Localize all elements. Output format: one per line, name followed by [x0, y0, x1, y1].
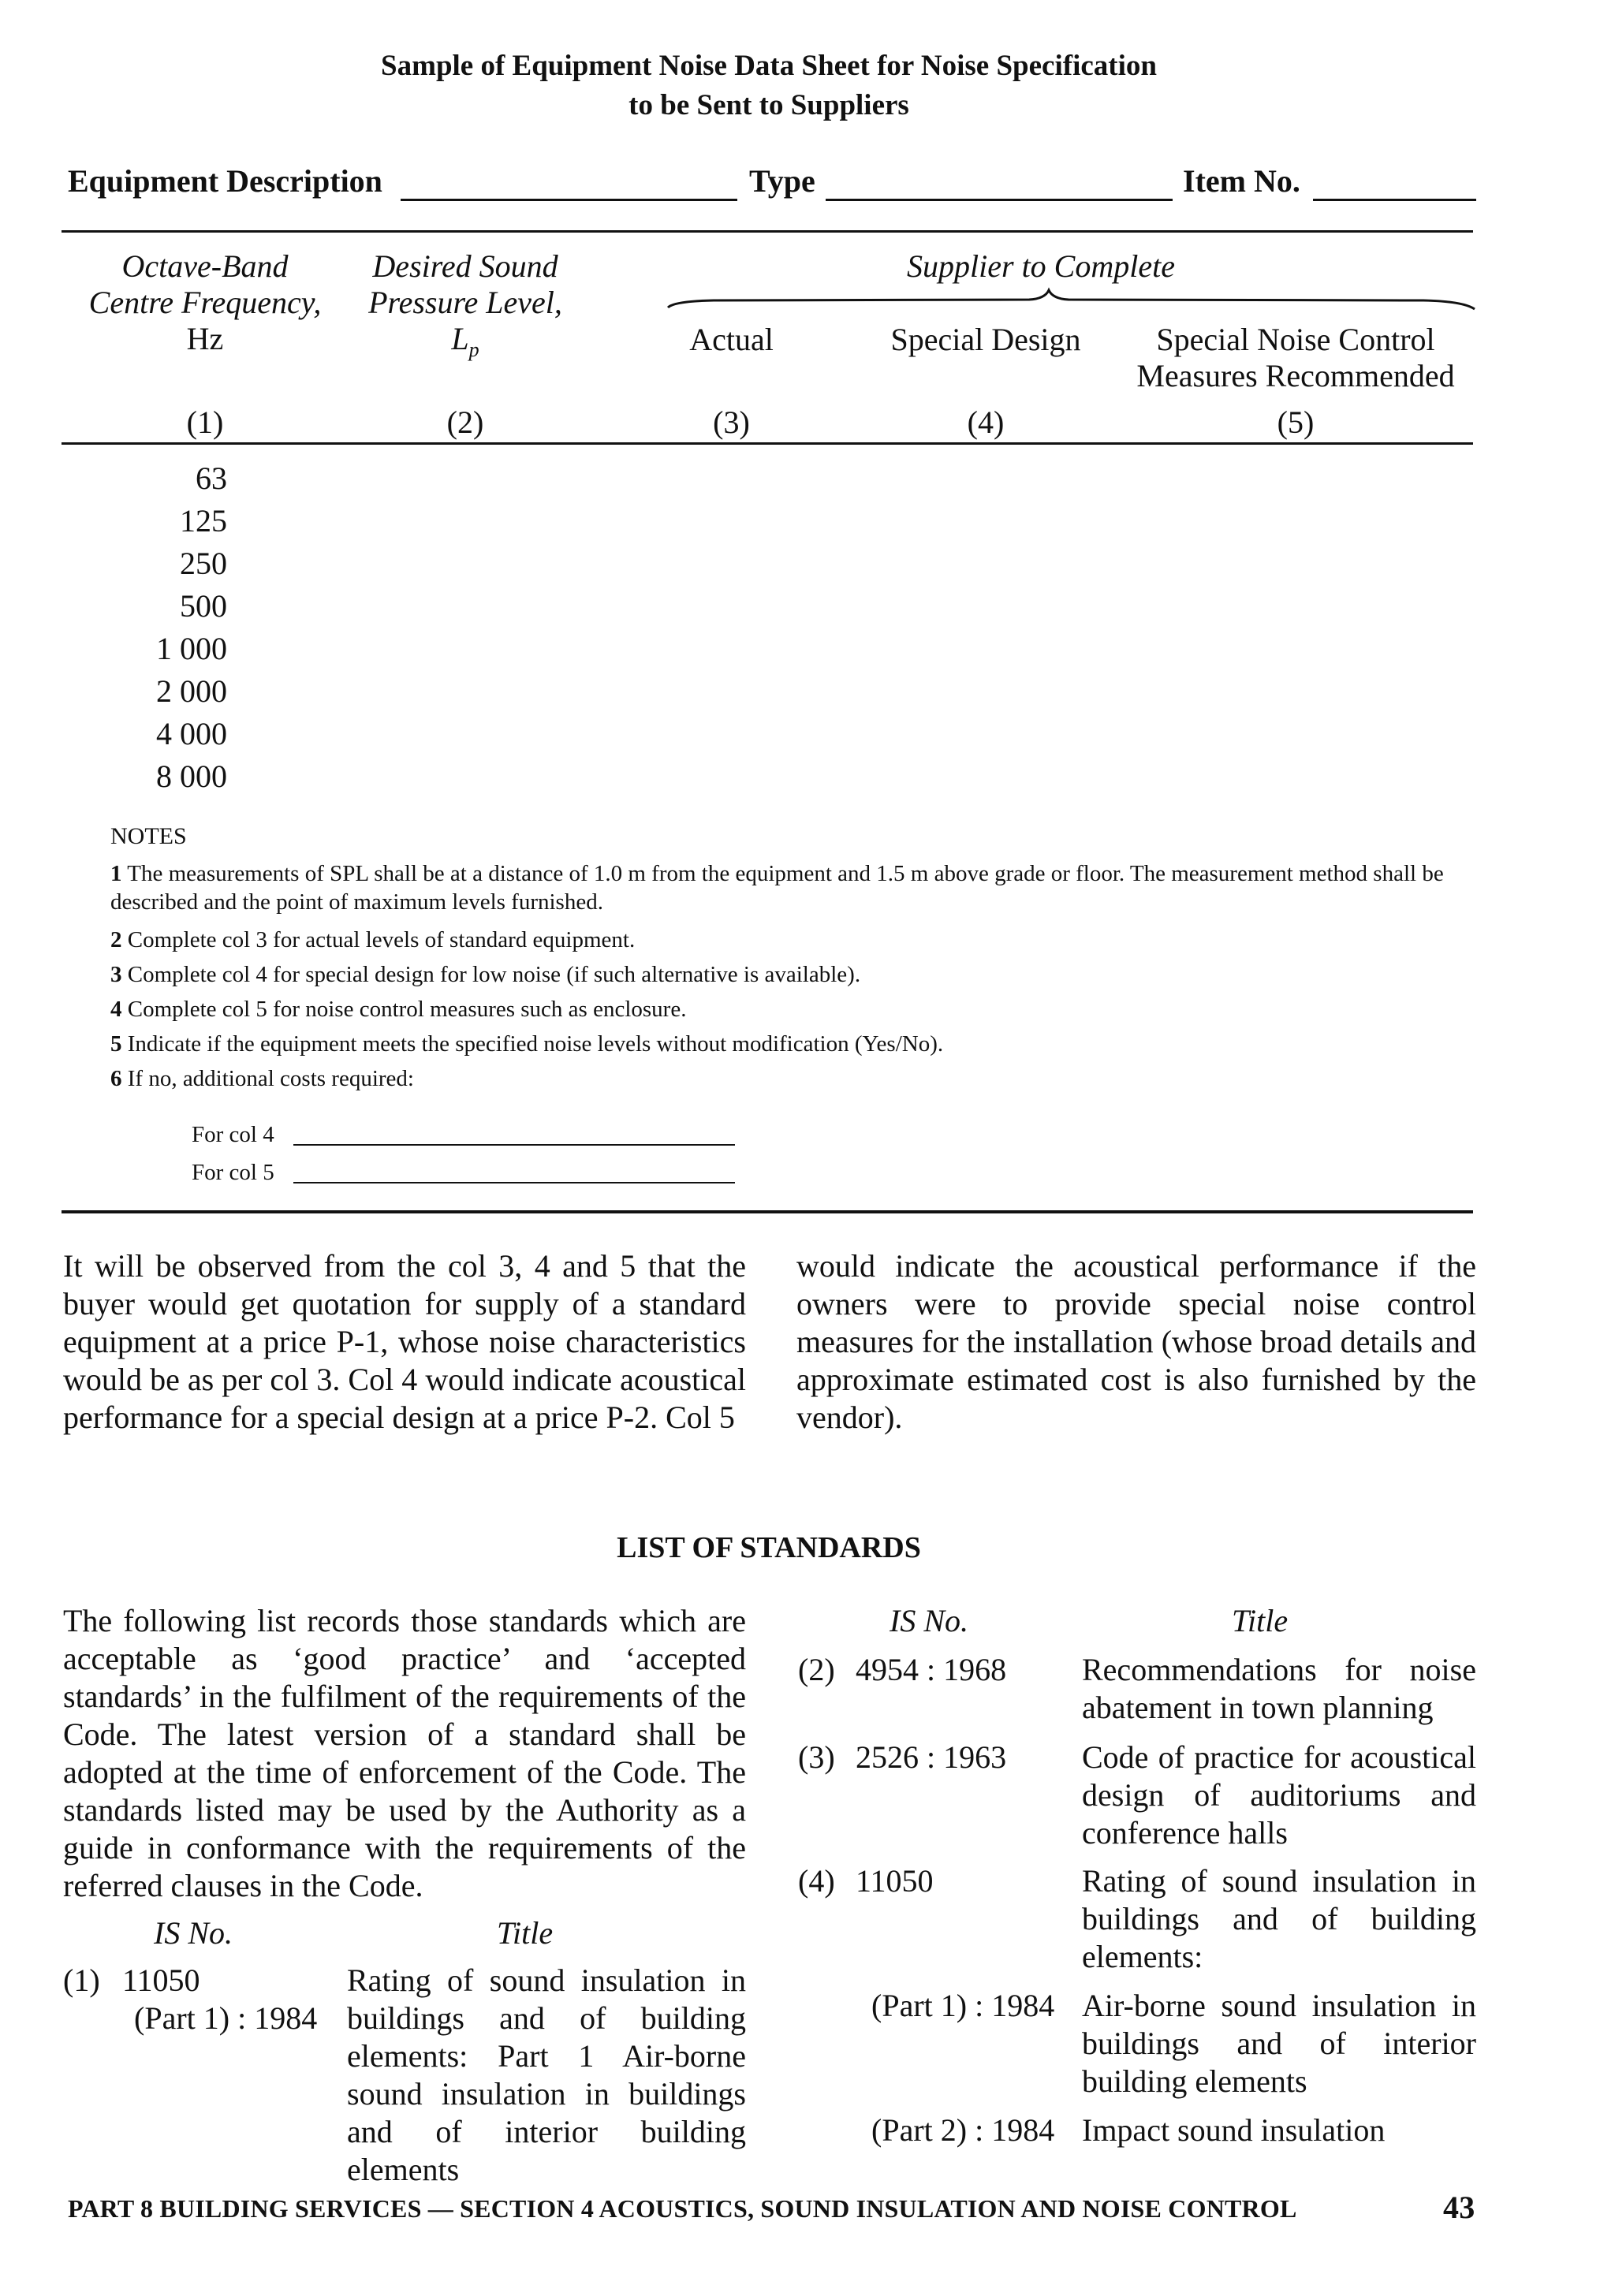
std-3-num: (3): [798, 1739, 835, 1775]
std-4-isno: 11050: [856, 1863, 934, 1899]
note-4: [110, 995, 1475, 1023]
note-5-text: Indicate if the equipment meets the specified noise levels without modification (Yes/No).: [127, 1031, 944, 1057]
note-1: [110, 859, 1475, 916]
standards-heading: LIST OF STANDARDS: [617, 1531, 921, 1564]
right-col-title-header: Title: [1232, 1603, 1289, 1638]
col1-line1: Octave-Band: [121, 248, 289, 284]
note-2: [110, 926, 1475, 954]
footer-text: PART 8 BUILDING SERVICES — SECTION 4 ACOUSTICS, SOUND INSULATION AND NOISE CONTROL: [68, 2194, 1297, 2223]
freq-500: 500: [180, 588, 227, 624]
table-top-rule: [62, 230, 1473, 233]
type-blank: [826, 167, 1173, 201]
for-col5-label: For col 5: [192, 1160, 274, 1185]
std-4-part1-title: Air-borne sound insulation in buildings and of interior building elements: [1082, 1988, 1476, 2099]
col1-line3: Hz: [186, 321, 224, 356]
col4-header: Special Design: [890, 322, 1081, 357]
col2-header: [331, 248, 599, 368]
col2-line3: $L_p$: [451, 321, 479, 361]
std-1-num: (1): [63, 1962, 100, 1998]
note-2-text: Complete col 3 for actual levels of standard equipment.: [127, 927, 636, 952]
col1-line2: Centre Frequency,: [88, 285, 322, 320]
sheet-title-line1: Sample of Equipment Noise Data Sheet for Noise Specification: [381, 50, 1157, 82]
col3-header: Actual: [689, 322, 774, 357]
for-col5-blank: [293, 1182, 735, 1183]
std-4-part2: (Part 2) : 1984: [871, 2112, 1055, 2148]
col3-number: (3): [713, 404, 750, 440]
note-4-text: Complete col 5 for noise control measures such as enclosure.: [127, 997, 687, 1022]
equipment-blank: [401, 167, 737, 201]
left-col-isno-header: IS No.: [154, 1915, 233, 1951]
right-col-isno-header: IS No.: [890, 1603, 968, 1638]
std-3-isno: 2526 : 1963: [856, 1739, 1007, 1775]
col5-line2: Measures Recommended: [1136, 358, 1455, 393]
body-paragraph-right: would indicate the acoustical performance if the owners were to provide special noise control measures for the installation (whose broad details and approximate estimated cost is also furnished by the vendor).: [796, 1248, 1476, 1435]
std-2-isno: 4954 : 1968: [856, 1652, 1007, 1687]
freq-125: 125: [180, 503, 227, 539]
freq-4000: 4 000: [156, 716, 227, 751]
col5-line1: Special Noise Control: [1156, 322, 1435, 357]
col2-number: (2): [446, 404, 484, 440]
equipment-label: Equipment Description: [68, 163, 382, 199]
sheet-bottom-rule: [62, 1210, 1473, 1213]
body-paragraph-left: It will be observed from the col 3, 4 and 5 that the buyer would get quotation for supply of a standard equipment at a price P-1, whose noise characteristics would be as per col 3. Col 4 would indicate acoustical performance for a special design at a price P-2. Col 5: [63, 1248, 746, 1435]
freq-2000: 2 000: [156, 673, 227, 709]
supplier-header: Supplier to Complete: [907, 248, 1175, 284]
note-6: [110, 1064, 1475, 1093]
std-4-title: Rating of sound insulation in buildings and of building elements:: [1082, 1863, 1476, 1974]
note-1-num: 1: [110, 861, 122, 886]
note-1-text: The measurements of SPL shall be at a distance of 1.0 m from the equipment and 1.5 m above grade or floor. The measurement method shall be described and the point of maximum levels furnished.: [110, 861, 1444, 915]
type-label: Type: [749, 163, 815, 199]
std-4-part2-title: Impact sound insulation: [1082, 2112, 1386, 2148]
notes-heading: NOTES: [110, 823, 187, 849]
item-blank: [1313, 167, 1476, 201]
note-5: [110, 1030, 1475, 1058]
note-3-text: Complete col 4 for special design for low noise (if such alternative is available).: [127, 962, 861, 987]
std-1-part: (Part 1) : 1984: [134, 2000, 318, 2036]
left-col-title-header: Title: [497, 1915, 554, 1951]
std-3-title: Code of practice for acoustical design of auditoriums and conference halls: [1082, 1739, 1476, 1851]
col1-header: [47, 248, 363, 357]
col1-number: (1): [186, 404, 224, 440]
col2-line2: Pressure Level,: [368, 285, 562, 320]
page-number: 43: [1443, 2190, 1475, 2225]
col4-number: (4): [967, 404, 1005, 440]
std-1-title: Rating of sound insulation in buildings and of building elements: Part 1 Air-borne sound insulation in buildings and of interior building elements: [347, 1962, 746, 2187]
freq-1000: 1 000: [156, 631, 227, 666]
note-6-num: 6: [110, 1066, 122, 1091]
note-5-num: 5: [110, 1031, 122, 1057]
table-header-rule: [62, 442, 1473, 445]
for-col4-blank: [293, 1144, 735, 1146]
standards-intro: The following list records those standards which are acceptable as ‘good practice’ and ‘accepted standards’ in the fulfilment of the requirements of the Code. The latest version of a standard shall be adopted at the time of enforcement of the Code. The standards listed may be used by the Authority as a guide in conformance with the requirements of the referred clauses in the Code.: [63, 1603, 746, 1903]
note-2-num: 2: [110, 927, 122, 952]
supplier-brace: [666, 284, 1479, 312]
item-label: Item No.: [1183, 163, 1300, 199]
for-col4-label: For col 4: [192, 1122, 274, 1147]
note-4-num: 4: [110, 997, 122, 1022]
freq-250: 250: [180, 546, 227, 581]
col5-header: [1118, 322, 1473, 394]
std-2-title: Recommendations for noise abatement in town planning: [1082, 1652, 1476, 1725]
note-3: [110, 960, 1475, 989]
freq-8000: 8 000: [156, 758, 227, 794]
col2-line1: Desired Sound: [372, 248, 558, 284]
freq-63: 63: [196, 460, 227, 496]
std-1-isno: 11050: [122, 1962, 200, 1998]
col5-number: (5): [1277, 404, 1315, 440]
note-3-num: 3: [110, 962, 122, 987]
std-4-num: (4): [798, 1863, 835, 1899]
sheet-title-line2: to be Sent to Suppliers: [628, 89, 909, 121]
std-2-num: (2): [798, 1652, 835, 1687]
std-4-part1: (Part 1) : 1984: [871, 1988, 1055, 2023]
note-6-text: If no, additional costs required:: [127, 1066, 414, 1091]
